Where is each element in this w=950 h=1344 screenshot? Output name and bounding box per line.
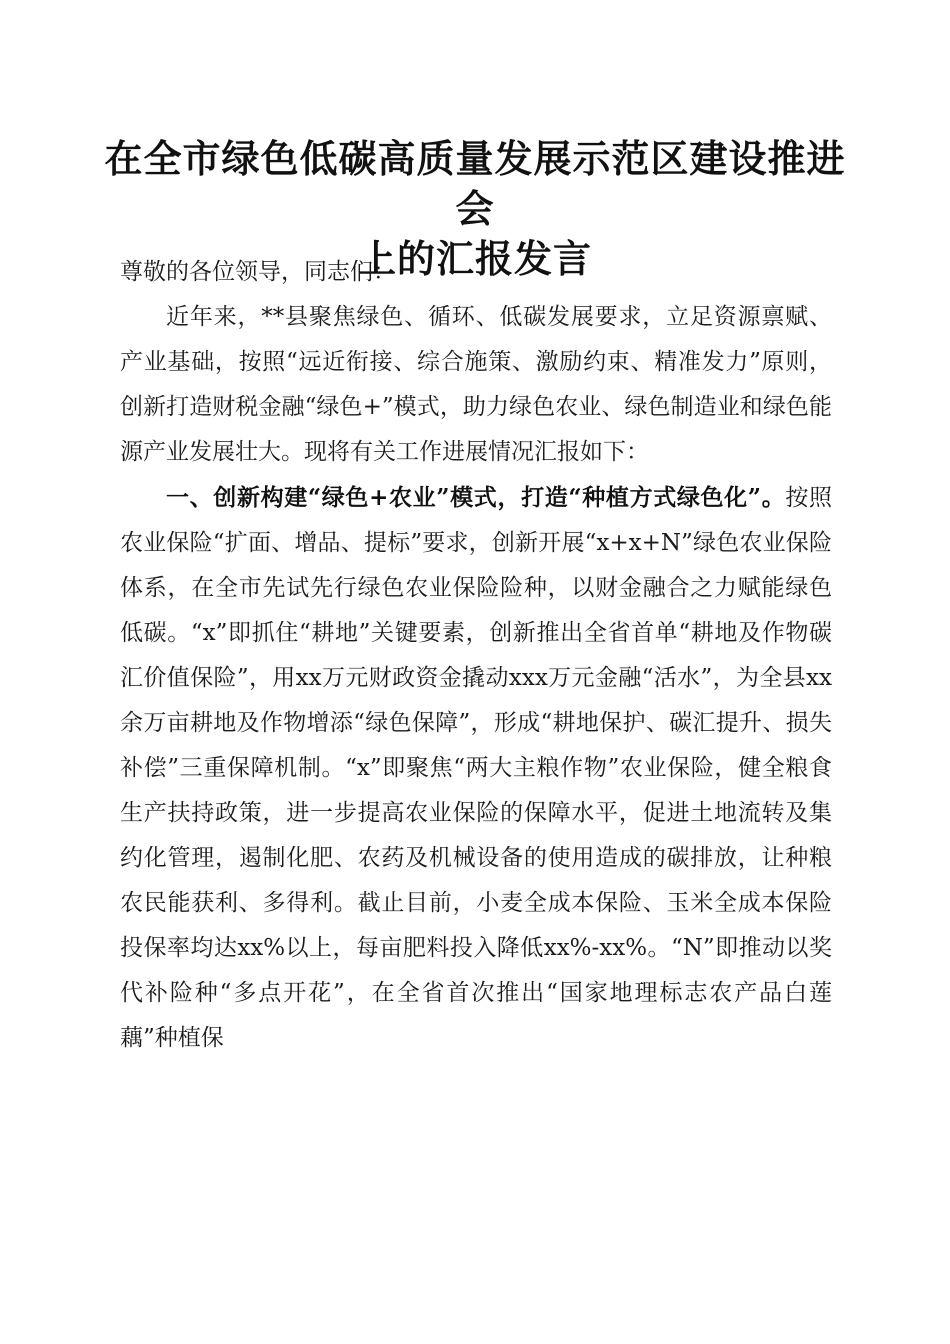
salutation: 尊敬的各位领导，同志们： [120,259,396,285]
document-body [120,250,832,1061]
section-1-paragraph [120,475,832,1061]
title-line-2: 上的汇报发言 [357,236,592,281]
section-1-body: 按照农业保险“扩面、增品、提标”要求，创新开展“x+x+N”绿色农业保险体系，在全市先试先行绿色农业保险险种，以财金融合之力赋能绿色低碳。“x”即抓住“耕地”关键要素，创新推出全省首单“耕地及作物碳汇价值保险”，用xx万元财政资金撬动xxx万元金融“活水”，为全县xx余万亩耕地及作物增添“绿色保障”，形成“耕地保护、碳汇提升、损失补偿”三重保障机制。“x”即聚焦“两大主粮作物”农业保险，健全粮食生产扶持政策，进一步提高农业保险的保障水平，促进土地流转及集约化管理，遏制化肥、农药及机械设备的使用造成的碳排放，让种粮农民能获利、多得利。截止目前，小麦全成本保险、玉米全成本保险投保率均达xx%以上，每亩肥料投入降低xx%-xx%。“N”即推动以奖代补险种“多点开花”，在全省首次推出“国家地理标志农产品白莲藕”种植保 [120,485,832,1051]
section-1-heading: 一、创新构建“绿色+农业”模式，打造“种植方式绿色化”。 [166,484,786,511]
intro-paragraph: 近年来，**县聚焦绿色、循环、低碳发展要求，立足资源禀赋、产业基础，按照“远近衔接、综合施策、激励约束、精准发力”原则，创新打造财税金融“绿色+”模式，助力绿色农业、绿色制造业和绿色能源产业发展壮大。现将有关工作进展情况汇报如下： [120,304,832,465]
title-line-1: 在全市绿色低碳高质量发展示范区建设推进会 [104,136,846,231]
